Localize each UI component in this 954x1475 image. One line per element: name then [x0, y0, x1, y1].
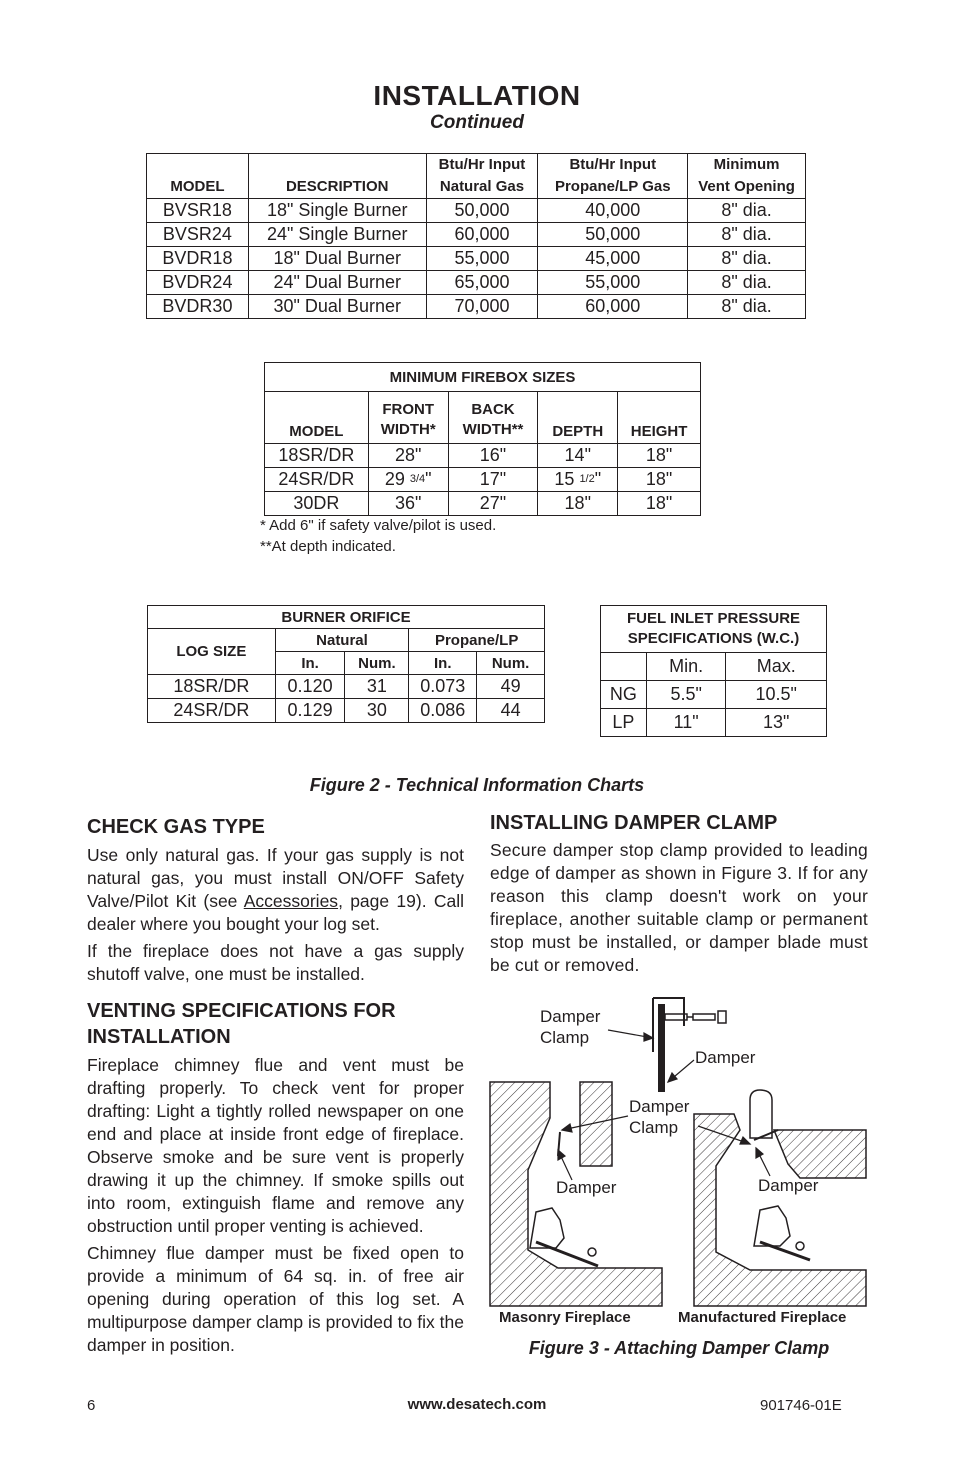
header-back-width: BACK WIDTH** [448, 392, 538, 444]
table-cell: 24SR/DR [265, 468, 369, 492]
left-column [87, 816, 464, 1357]
table-title-row [148, 606, 545, 629]
table-cell: 30 [345, 699, 409, 723]
figure-2-caption: Figure 2 - Technical Information Charts [309, 775, 645, 795]
table-row [265, 468, 701, 492]
table-cell: BVDR18 [147, 247, 249, 271]
accessories-link[interactable]: Accessories [243, 891, 339, 911]
table-row [265, 444, 701, 468]
table-cell: 18" [618, 492, 701, 516]
header-front-width: FRONT WIDTH* [368, 392, 448, 444]
check-gas-heading: CHECK GAS TYPE [87, 816, 265, 838]
header-height: HEIGHT [618, 392, 701, 444]
table-cell: 44 [477, 699, 545, 723]
clamp-detail [653, 998, 726, 1092]
table-cell: 60,000 [538, 295, 688, 319]
table-cell: 17" [448, 468, 538, 492]
table-cell: 14" [538, 444, 618, 468]
table-header-row [265, 392, 701, 444]
label-damper-top: Damper [695, 1048, 756, 1067]
firebox-note-1: * Add 6" if safety valve/pilot is used. [260, 517, 497, 534]
table-cell: 40,000 [538, 199, 688, 223]
table-cell: 18" Single Burner [248, 199, 426, 223]
right-column [490, 812, 868, 977]
label-damper-clamp-middle: Damper Clamp [629, 1097, 690, 1137]
table-cell: 18" [618, 468, 701, 492]
header-depth: DEPTH [538, 392, 618, 444]
table-cell: 8" dia. [688, 295, 806, 319]
table-header-row [601, 653, 827, 681]
header-propane-in: In. [409, 652, 477, 675]
table-cell: BVDR24 [147, 271, 249, 295]
header-natural-num: Num. [345, 652, 409, 675]
table-cell: 11" [646, 709, 726, 737]
fuel-inlet-pressure-table [600, 605, 827, 737]
table-row [147, 247, 806, 271]
table-row [265, 492, 701, 516]
table-cell: 0.120 [275, 675, 345, 699]
table-cell: BVDR30 [147, 295, 249, 319]
header-propane-num: Num. [477, 652, 545, 675]
header-propane: Propane/LP [409, 629, 545, 652]
header-natural: Natural [275, 629, 409, 652]
label-damper-left: Damper [556, 1178, 617, 1197]
table-row [148, 675, 545, 699]
damper-clamp-heading: INSTALLING DAMPER CLAMP [490, 812, 778, 834]
damper-clamp-paragraph: Secure damper stop clamp provided to leading edge of damper as shown in Figure 3. If for any reason this clamp doesn't work on your fireplace, another suitable clamp or permanent stop must be installed, or damper blade must be cut or removed. [490, 840, 868, 975]
label-damper-clamp-top: Damper Clamp [540, 1007, 601, 1047]
page-number: 6 [87, 1397, 96, 1414]
table-cell: 18" [618, 444, 701, 468]
header-btu-natural: Btu/Hr Input Natural Gas [426, 154, 538, 199]
header-model: MODEL [265, 392, 369, 444]
table-cell: 31 [345, 675, 409, 699]
table-cell: 0.073 [409, 675, 477, 699]
table-cell: 10.5" [726, 681, 827, 709]
check-gas-paragraph-1: Use only natural gas. If your gas supply is not natural gas, you must install ON/OFF Safety Valve/Pilot Kit (see Accessories, page 19). Call dealer where you bought your log set. [87, 845, 464, 934]
model-spec-table [146, 153, 806, 319]
table-cell: 5.5" [646, 681, 726, 709]
table-cell: 0.086 [409, 699, 477, 723]
table-cell: 18" Dual Burner [248, 247, 426, 271]
table-row [147, 223, 806, 247]
header-btu-propane: Btu/Hr Input Propane/LP Gas [538, 154, 688, 199]
table-cell: 50,000 [426, 199, 538, 223]
table-cell: 8" dia. [688, 271, 806, 295]
firebox-note-2: **At depth indicated. [260, 538, 396, 555]
orifice-table-title: BURNER ORIFICE [148, 606, 545, 629]
table-cell: 24" Single Burner [248, 223, 426, 247]
label-masonry-fireplace: Masonry Fireplace [499, 1309, 631, 1326]
table-cell: 50,000 [538, 223, 688, 247]
header-vent-opening: Minimum Vent Opening [688, 154, 806, 199]
table-cell: 24SR/DR [148, 699, 276, 723]
header-max: Max. [726, 653, 827, 681]
table-cell: 30" Dual Burner [248, 295, 426, 319]
table-cell: BVSR24 [147, 223, 249, 247]
header-natural-in: In. [275, 652, 345, 675]
table-cell: 18SR/DR [265, 444, 369, 468]
figure-3-caption: Figure 3 - Attaching Damper Clamp [528, 1338, 830, 1358]
header-log-size: LOG SIZE [148, 629, 276, 675]
venting-paragraph-2: Chimney flue damper must be fixed open to provide a minimum of 64 sq. in. of free air opening during operation of this log set. A multipurpose damper clamp is provided to fix the damper in position. [87, 1243, 464, 1355]
table-row [601, 709, 827, 737]
footer-website[interactable]: www.desatech.com [407, 1396, 547, 1413]
table-cell: 8" dia. [688, 223, 806, 247]
table-cell: LP [601, 709, 647, 737]
table-title-row [265, 363, 701, 392]
table-cell: 45,000 [538, 247, 688, 271]
table-row [148, 699, 545, 723]
table-cell: 8" dia. [688, 247, 806, 271]
table-row [147, 199, 806, 223]
table-cell: 60,000 [426, 223, 538, 247]
table-cell: BVSR18 [147, 199, 249, 223]
table-cell: NG [601, 681, 647, 709]
firebox-table-title: MINIMUM FIREBOX SIZES [265, 363, 701, 392]
table-row [147, 295, 806, 319]
page-title: INSTALLATION [373, 80, 581, 111]
fuel-table-title: FUEL INLET PRESSURE SPECIFICATIONS (W.C.) [601, 606, 827, 653]
burner-orifice-table [147, 605, 545, 723]
check-gas-paragraph-2: If the fireplace does not have a gas supply shutoff valve, one must be installed. [87, 941, 464, 984]
table-cell: 49 [477, 675, 545, 699]
header-description: DESCRIPTION [248, 154, 426, 199]
label-manufactured-fireplace: Manufactured Fireplace [678, 1309, 847, 1326]
fraction: 1/2 [579, 473, 595, 485]
header-model: MODEL [147, 154, 249, 199]
table-cell: 13" [726, 709, 827, 737]
table-header-row [148, 629, 545, 652]
fraction: 3/4 [409, 473, 426, 485]
table-cell: 18SR/DR [148, 675, 276, 699]
firebox-size-table [264, 362, 701, 516]
table-cell: 16" [448, 444, 538, 468]
table-cell: 28" [368, 444, 448, 468]
label-damper-right: Damper [758, 1176, 819, 1195]
table-row [147, 271, 806, 295]
table-header-row [147, 154, 806, 199]
manufactured-fireplace [694, 1090, 866, 1306]
table-cell: 29 3/4" [368, 468, 448, 492]
venting-paragraph-1: Fireplace chimney flue and vent must be drafting properly. To check vent for proper drafting: Light a tightly rolled newspaper on one end and place at inside front edge of fireplace. Observe smoke and be sure vent is properly drawing it up the chimney. If smoke spills out into room, extinguish flame and remove any obstruction until proper venting is achieved. [87, 1055, 464, 1236]
table-cell: 24" Dual Burner [248, 271, 426, 295]
document-code: 901746-01E [760, 1397, 842, 1414]
table-cell: 8" dia. [688, 199, 806, 223]
table-cell: 55,000 [426, 247, 538, 271]
page-subtitle: Continued [430, 112, 524, 133]
table-cell: 36" [368, 492, 448, 516]
table-cell: 70,000 [426, 295, 538, 319]
table-row [601, 681, 827, 709]
table-cell: 15 1/2" [538, 468, 618, 492]
table-cell: 30DR [265, 492, 369, 516]
header-min: Min. [646, 653, 726, 681]
table-cell: 55,000 [538, 271, 688, 295]
table-cell: 65,000 [426, 271, 538, 295]
table-cell: 27" [448, 492, 538, 516]
table-cell [601, 653, 647, 681]
table-cell: 18" [538, 492, 618, 516]
table-title-row [601, 606, 827, 653]
table-cell: 0.129 [275, 699, 345, 723]
venting-heading: VENTING SPECIFICATIONS FOR INSTALLATION [87, 1000, 396, 1048]
